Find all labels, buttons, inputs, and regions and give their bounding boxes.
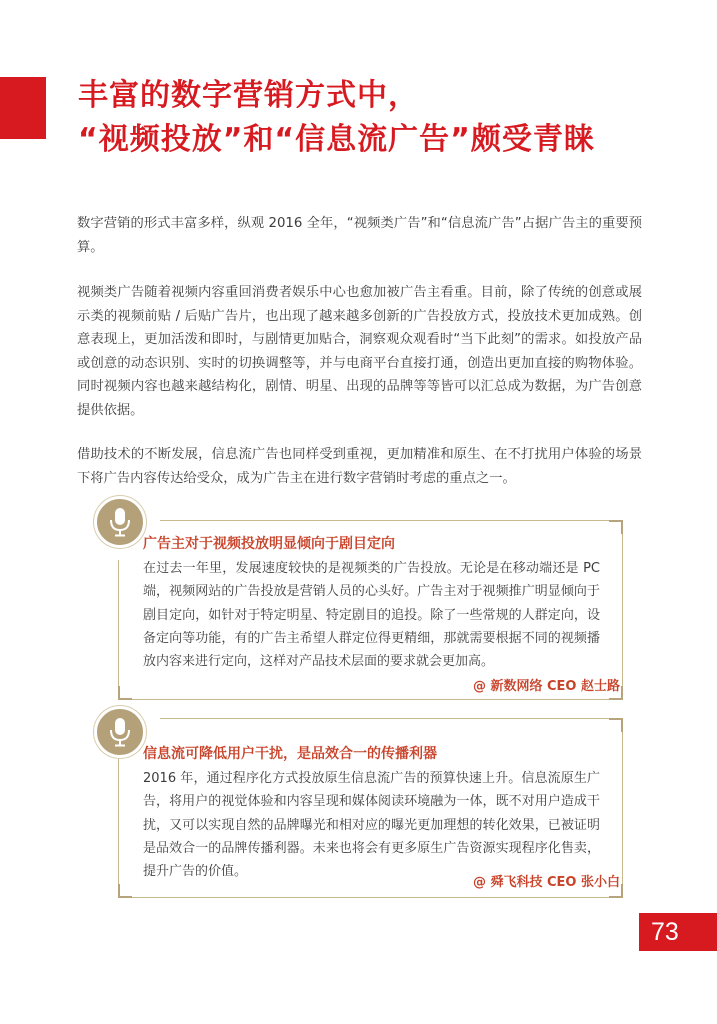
quote-1-title: 广告主对于视频投放明显倾向于剧目定向 bbox=[143, 536, 395, 552]
frame-line bbox=[160, 718, 623, 719]
frame-line bbox=[622, 520, 623, 700]
paragraph-intro: 数字营销的形式丰富多样，纵观 2016 全年，“视频类广告”和“信息流广告”占据广告主的重要预算。 bbox=[77, 216, 642, 255]
quote-2-signature: @ 舜飞科技 CEO 张小白 bbox=[472, 875, 620, 890]
frame-corner bbox=[609, 718, 623, 732]
frame-line bbox=[118, 758, 119, 898]
paragraph-feed-ads: 借助技术的不断发展，信息流广告也同样受到重视，更加精准和原生、在不打扰用户体验的场景下将广告内容传达给受众，成为广告主在进行数字营销时考虑的重点之一。 bbox=[77, 447, 642, 486]
frame-line bbox=[160, 520, 623, 521]
microphone-icon bbox=[94, 496, 146, 548]
quote-1-signature: @ 新数网络 CEO 赵士路 bbox=[472, 679, 620, 694]
frame-corner bbox=[609, 520, 623, 534]
quote-2-body: 2016 年，通过程序化方式投放原生信息流广告的预算快速上升。信息流原生广告，将用户的视觉体验和内容呈现和媒体阅读环境融为一体，既不对用户造成干扰，又可以实现自然的品牌曝光和相对应的曝光更加理想的转化效果，已被证明是品效合一的品牌传播利器。未来也将会有更多原生广告资源实现程序化售卖，提升广告的价值。 bbox=[143, 771, 600, 880]
page-title-line-1: 丰富的数字营销方式中， bbox=[78, 78, 419, 113]
page-title-line-2: “视频投放”和“信息流广告”颇受青睐 bbox=[78, 122, 595, 157]
title-accent-bar bbox=[0, 77, 46, 139]
page-number: 73 bbox=[639, 913, 717, 951]
microphone-icon bbox=[94, 706, 146, 758]
frame-corner bbox=[118, 686, 132, 700]
quote-1-body: 在过去一年里，发展速度较快的是视频类的广告投放。无论是在移动端还是 PC 端，视频网站的广告投放是营销人员的心头好。广告主对于视频推广明显倾向于剧目定向，如针对于特定明星、特定剧目的追投。除了一些常规的人群定向，设备定向等功能，有的广告主希望人群定位得更精细，那就需要根据不同的视频播放内容来进行定向，这样对产品技术层面的要求就会更加高。 bbox=[143, 561, 600, 670]
frame-line bbox=[118, 699, 623, 700]
paragraph-video-ads: 视频类广告随着视频内容重回消费者娱乐中心也愈加被广告主看重。目前，除了传统的创意或展示类的视频前贴 / 后贴广告片，也出现了越来越多创新的广告投放方式，投放技术更加成熟。创意表现上，更加活泼和即时，与剧情更加贴合，洞察观众观看时“当下此刻”的需求。如投放产品或创意的动态识别、实时的切换调整等，并与电商平台直接打通，创造出更加直接的购物体验。同时视频内容也越来越结构化，剧情、明星、出现的品牌等等皆可以汇总成为数据，为广告创意提供依据。 bbox=[77, 285, 642, 418]
frame-line bbox=[118, 897, 623, 898]
frame-line bbox=[622, 718, 623, 898]
frame-line bbox=[118, 560, 119, 700]
page-title bbox=[78, 74, 698, 162]
frame-corner bbox=[118, 884, 132, 898]
quote-2-title: 信息流可降低用户干扰，是品效合一的传播利器 bbox=[143, 746, 437, 762]
